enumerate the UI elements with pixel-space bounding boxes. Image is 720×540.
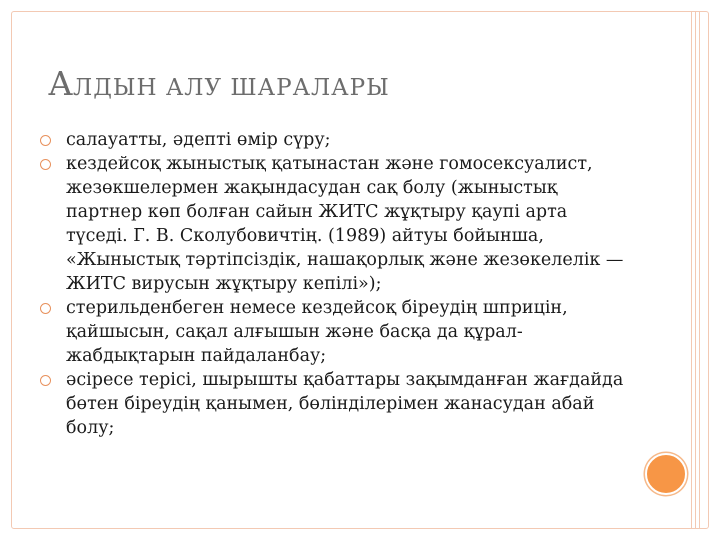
title-rest: ЛДЫН АЛУ ШАРАЛАРЫ [73,75,390,101]
bullet-item [40,128,630,152]
bullet-text: кездейсоқ жыныстық қатынастан және гомосексуалист, жезөкшелермен жақындасудан сақ болу (жыныстық партнер көп болған сайын ЖИТС жұқтыру қаупі арта түседі. Г. В. Сколубовичтің. (1989) айтуы бойынша, «Жыныстық тәртіпсіздік, нашақорлық және жезөкелелік — ЖИТС вирусын жұқтыру кепілі»); [66,154,624,294]
bullet-text: стерильденбеген немесе кездейсоқ біреудің шприцін, қайшысын, сақал алғышын және басқа да құрал-жабдықтарын пайдаланбау; [66,298,568,366]
frame-line [699,12,700,528]
circle-outline-icon [40,303,51,314]
circle-outline-icon [40,159,51,170]
bullet-text: салауатты, әдепті өмір сүру; [66,130,331,150]
bullet-item [40,368,630,440]
title-initial: А [48,64,73,103]
circle-outline-icon [40,135,51,146]
frame-line [695,12,696,528]
frame-line [691,12,692,528]
orange-circle-icon [645,453,687,495]
slide-title [48,64,390,103]
bullet-item [40,152,630,296]
bullet-text: әсіресе терісі, шырышты қабаттары зақымданған жағдайда бөтен біреудің қанымен, бөлінділерімен жанасудан абай болу; [66,370,624,438]
circle-outline-icon [40,375,51,386]
bullet-item [40,296,630,368]
bullet-list [40,128,630,440]
